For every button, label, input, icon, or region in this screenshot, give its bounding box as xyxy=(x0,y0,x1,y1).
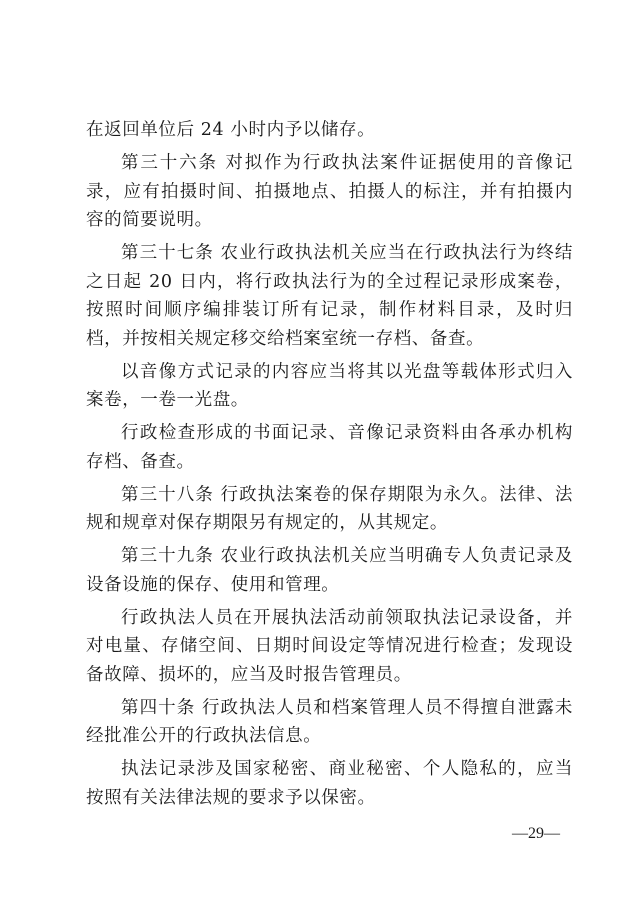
paragraph-article-38: 第三十八条 行政执法案卷的保存期限为永久。法律、法规和规章对保存期限另有规定的，从其规定。 xyxy=(86,484,573,533)
paragraph-equipment-check: 行政执法人员在开展执法活动前领取执法记录设备，并对电量、存储空间、日期时间设定等情况进行检查；发现设备故障、损坏的，应当及时报告管理员。 xyxy=(86,607,573,685)
paragraph-confidentiality: 执法记录涉及国家秘密、商业秘密、个人隐私的，应当按照有关法律法规的要求予以保密。 xyxy=(86,759,573,808)
paragraph-article-37: 第三十七条 农业行政执法机关应当在行政执法行为终结之日起 20 日内，将行政执法行为的全过程记录形成案卷，按照时间顺序编排装订所有记录，制作材料目录，及时归档，并按相关规定移交给档案室统一存档、备查。 xyxy=(86,243,573,349)
paragraph-continuation: 在返回单位后 24 小时内予以储存。 xyxy=(86,120,376,140)
page-number: —29— xyxy=(512,825,560,842)
paragraph-article-36: 第三十六条 对拟作为行政执法案件证据使用的音像记录，应有拍摄时间、拍摄地点、拍摄人的标注，并有拍摄内容的简要说明。 xyxy=(86,153,573,230)
paragraph-article-40: 第四十条 行政执法人员和档案管理人员不得擅自泄露未经批准公开的行政执法信息。 xyxy=(86,697,573,746)
paragraph-inspection-records: 行政检查形成的书面记录、音像记录资料由各承办机构存档、备查。 xyxy=(86,423,573,472)
paragraph-audio-video-records: 以音像方式记录的内容应当将其以光盘等载体形式归入案卷，一卷一光盘。 xyxy=(86,361,573,410)
paragraph-article-39: 第三十九条 农业行政执法机关应当明确专人负责记录及设备设施的保存、使用和管理。 xyxy=(86,546,573,595)
